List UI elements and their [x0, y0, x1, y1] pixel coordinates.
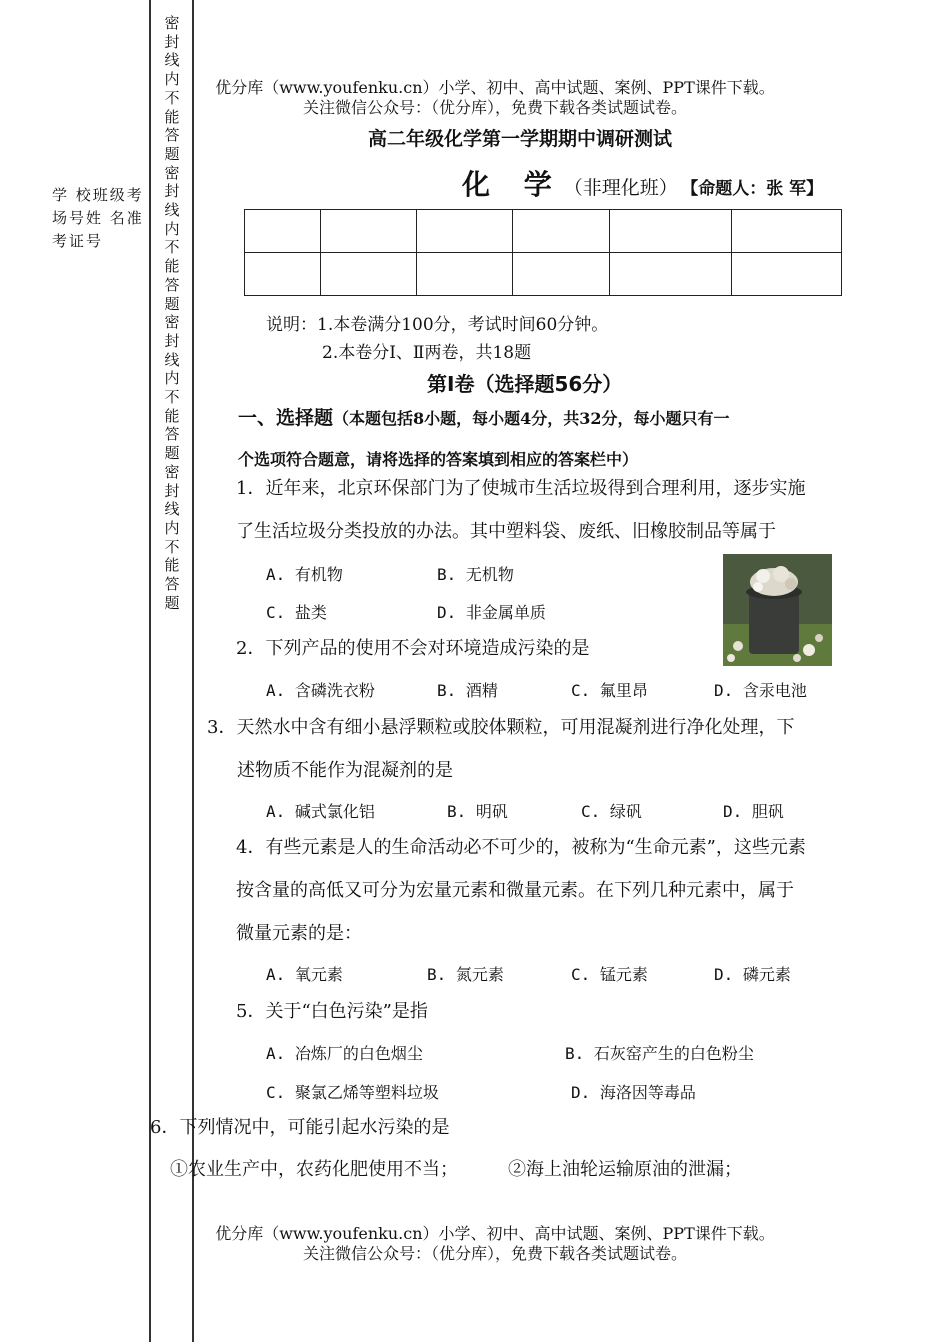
notes-line-1: [266, 313, 608, 337]
score-cell[interactable]: [513, 253, 610, 296]
part-desc-2: 个选项符合题意，请将选择的答案填到相应的答案栏中）: [238, 450, 639, 469]
q1-option-d[interactable]: D. 非金属单质: [437, 603, 546, 622]
section-title: 第Ⅰ卷（选择题56分）: [427, 372, 623, 396]
q1-option-a[interactable]: A. 有机物: [266, 565, 343, 584]
q6-item-2: ②海上油轮运输原油的泄漏；: [508, 1159, 742, 1180]
q2-option-c[interactable]: C. 氟里昂: [571, 681, 648, 700]
note-2: 2.本卷分Ⅰ、Ⅱ两卷，共18题: [322, 343, 532, 363]
q6-item-1: ①农业生产中，农药化肥使用不当；: [170, 1159, 458, 1180]
header-wechat-line: 关注微信公众号：（优分库），免费下载各类试题试卷。: [302, 98, 687, 117]
notes-label: 说明：: [266, 315, 317, 335]
q4-option-d[interactable]: D. 磷元素: [714, 965, 791, 984]
q4-stem-line-1: 4．有些元素是人的生命活动必不可少的，被称为“生命元素”，这些元素: [236, 837, 806, 858]
q3-stem-line-1: 3．天然水中含有细小悬浮颗粒或胶体颗粒，可用混凝剂进行净化处理，下: [207, 717, 795, 738]
score-cell[interactable]: [417, 253, 513, 296]
score-cell[interactable]: [513, 210, 610, 253]
q1-stem-line-1: 1．近年来，北京环保部门为了使城市生活垃圾得到合理利用，逐步实施: [236, 478, 806, 499]
question-3-stem: [207, 706, 847, 792]
part-desc-1: （本题包括8小题，每小题4分，共32分，每小题只有一: [333, 409, 730, 428]
q5-option-d[interactable]: D. 海洛因等毒品: [571, 1083, 696, 1102]
question-5-stem: 5．关于“白色污染”是指: [236, 1001, 428, 1022]
question-2-stem: 2．下列产品的使用不会对环境造成污染的是: [236, 638, 590, 659]
subject-note: （非理化班）: [563, 177, 678, 199]
question-1-stem: [236, 467, 842, 553]
q4-stem-line-2: 按含量的高低又可分为宏量元素和微量元素。在下列几种元素中，属于: [236, 880, 794, 901]
score-cell[interactable]: [732, 210, 842, 253]
subject-name: 化 学: [462, 168, 564, 201]
subject-line: [462, 163, 823, 203]
question-4-stem: [236, 826, 842, 955]
score-cell[interactable]: [245, 210, 321, 253]
q4-option-c[interactable]: C. 锰元素: [571, 965, 648, 984]
header-site-line: 优分库（www.youfenku.cn）小学、初中、高中试题、案例、PPT课件下载。: [215, 78, 775, 97]
note-1: 1.本卷满分100分，考试时间60分钟。: [317, 315, 609, 335]
score-cell[interactable]: [732, 253, 842, 296]
q3-option-c[interactable]: C. 绿矾: [581, 802, 642, 821]
part-lead: 一、选择题: [238, 407, 334, 429]
footer-site-line: 优分库（www.youfenku.cn）小学、初中、高中试题、案例、PPT课件下载。: [215, 1224, 775, 1243]
q2-option-d[interactable]: D. 含汞电池: [714, 681, 807, 700]
author: 【命题人：张 军】: [689, 179, 824, 199]
q5-option-c[interactable]: C. 聚氯乙烯等塑料垃圾: [266, 1083, 439, 1102]
score-cell[interactable]: [321, 253, 417, 296]
q1-option-c[interactable]: C. 盐类: [266, 603, 327, 622]
q4-option-a[interactable]: A. 氧元素: [266, 965, 343, 984]
q5-option-b[interactable]: B. 石灰窑产生的白色粉尘: [565, 1044, 754, 1063]
score-cell[interactable]: [417, 210, 513, 253]
footer-wechat-line: 关注微信公众号：（优分库），免费下载各类试题试卷。: [302, 1244, 687, 1263]
score-cell[interactable]: [610, 210, 732, 253]
score-cell[interactable]: [610, 253, 732, 296]
q3-option-d[interactable]: D. 胆矾: [723, 802, 784, 821]
q3-stem-line-2: 述物质不能作为混凝剂的是: [237, 760, 453, 781]
question-6-stem: 6．下列情况中，可能引起水污染的是: [150, 1117, 450, 1138]
q4-option-b[interactable]: B. 氮元素: [427, 965, 504, 984]
q1-option-b[interactable]: B. 无机物: [437, 565, 514, 584]
q2-option-b[interactable]: B. 酒精: [437, 681, 498, 700]
q3-option-a[interactable]: A. 碱式氯化铝: [266, 802, 375, 821]
score-cell[interactable]: [321, 210, 417, 253]
exam-title: 高二年级化学第一学期期中调研测试: [367, 128, 672, 150]
q4-stem-line-3: 微量元素的是：: [236, 923, 362, 944]
q1-stem-line-2: 了生活垃圾分类投放的办法。其中塑料袋、废纸、旧橡胶制品等属于: [236, 521, 776, 542]
q2-option-a[interactable]: A. 含磷洗衣粉: [266, 681, 375, 700]
student-info-fields: 学 校班级考场号姓 名准考证号: [52, 186, 144, 250]
score-cell[interactable]: [245, 253, 321, 296]
seal-warning-text: 密封线内不能答题密封线内不能答题密封线内不能答题密封线内不能答题: [164, 14, 180, 612]
score-table: [244, 209, 842, 296]
q5-option-a[interactable]: A. 冶炼厂的白色烟尘: [266, 1044, 423, 1063]
q3-option-b[interactable]: B. 明矾: [447, 802, 508, 821]
